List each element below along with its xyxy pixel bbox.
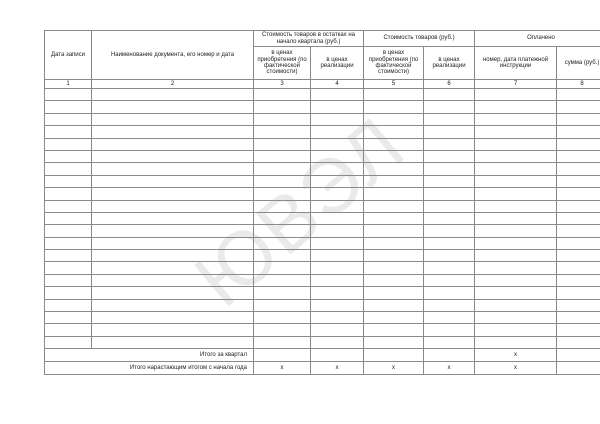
- table-cell[interactable]: [557, 188, 600, 200]
- table-cell[interactable]: [92, 287, 254, 299]
- total-cell[interactable]: [254, 349, 311, 362]
- table-cell[interactable]: [92, 324, 254, 336]
- table-row: [45, 312, 600, 324]
- table-cell[interactable]: [254, 287, 311, 299]
- total-cell: x: [424, 362, 475, 375]
- table-cell[interactable]: [475, 250, 557, 262]
- table-cell[interactable]: [45, 225, 92, 237]
- table-cell[interactable]: [364, 113, 424, 125]
- table-cell[interactable]: [92, 175, 254, 187]
- table-cell[interactable]: [475, 287, 557, 299]
- header-group-paid: Оплачено: [475, 31, 600, 47]
- table-cell[interactable]: [364, 126, 424, 138]
- table-cell[interactable]: [311, 250, 364, 262]
- table-cell[interactable]: [92, 299, 254, 311]
- table-cell[interactable]: [364, 336, 424, 348]
- table-cell[interactable]: [311, 138, 364, 150]
- table-cell[interactable]: [45, 175, 92, 187]
- table-row: [45, 324, 600, 336]
- table-cell[interactable]: [424, 237, 475, 249]
- total-ytd-label: Итого нарастающим итогом с начала года: [45, 362, 254, 375]
- table-cell[interactable]: [254, 101, 311, 113]
- table-cell[interactable]: [475, 262, 557, 274]
- table-cell[interactable]: [424, 163, 475, 175]
- table-row: [45, 274, 600, 286]
- table-cell[interactable]: [254, 262, 311, 274]
- table-cell[interactable]: [311, 336, 364, 348]
- table-cell[interactable]: [45, 237, 92, 249]
- header-group-goods-value: Стоимость товаров (руб.): [364, 31, 475, 47]
- table-cell[interactable]: [557, 237, 600, 249]
- table-cell[interactable]: [475, 188, 557, 200]
- table-row: [45, 175, 600, 187]
- table-cell[interactable]: [557, 262, 600, 274]
- table-cell[interactable]: [475, 101, 557, 113]
- table-cell[interactable]: [311, 126, 364, 138]
- column-number: 7: [475, 80, 557, 89]
- table-cell[interactable]: [475, 113, 557, 125]
- total-ytd-row: [45, 362, 600, 375]
- table-cell[interactable]: [311, 212, 364, 224]
- table-cell[interactable]: [254, 225, 311, 237]
- total-cell[interactable]: [364, 349, 424, 362]
- table-cell[interactable]: [364, 262, 424, 274]
- table-cell[interactable]: [45, 212, 92, 224]
- table-row: [45, 225, 600, 237]
- table-cell[interactable]: [45, 150, 92, 162]
- table-cell[interactable]: [424, 250, 475, 262]
- table-cell[interactable]: [92, 163, 254, 175]
- table-cell[interactable]: [424, 175, 475, 187]
- table-cell[interactable]: [92, 225, 254, 237]
- table-row: [45, 336, 600, 348]
- table-cell[interactable]: [424, 89, 475, 101]
- table-cell[interactable]: [45, 200, 92, 212]
- table-row: [45, 89, 600, 101]
- table-cell[interactable]: [254, 150, 311, 162]
- table-cell[interactable]: [424, 312, 475, 324]
- header-sale-price-2: в ценах реализации: [424, 47, 475, 80]
- table-row: [45, 200, 600, 212]
- table-cell[interactable]: [92, 336, 254, 348]
- table-cell[interactable]: [364, 274, 424, 286]
- total-cell: x: [364, 362, 424, 375]
- table-cell[interactable]: [364, 212, 424, 224]
- ledger-body: [45, 89, 600, 349]
- table-cell[interactable]: [92, 113, 254, 125]
- table-row: [45, 138, 600, 150]
- table-row: [45, 287, 600, 299]
- table-cell[interactable]: [364, 89, 424, 101]
- column-number: 8: [557, 80, 600, 89]
- table-cell[interactable]: [364, 138, 424, 150]
- table-cell[interactable]: [45, 287, 92, 299]
- table-row: [45, 163, 600, 175]
- table-cell[interactable]: [557, 287, 600, 299]
- table-cell[interactable]: [424, 287, 475, 299]
- table-cell[interactable]: [45, 89, 92, 101]
- table-cell[interactable]: [45, 274, 92, 286]
- table-cell[interactable]: [475, 89, 557, 101]
- table-cell[interactable]: [92, 274, 254, 286]
- table-cell[interactable]: [475, 212, 557, 224]
- column-number: 2: [92, 80, 254, 89]
- table-cell[interactable]: [254, 200, 311, 212]
- table-cell[interactable]: [311, 200, 364, 212]
- table-cell[interactable]: [364, 299, 424, 311]
- table-cell[interactable]: [557, 150, 600, 162]
- table-cell[interactable]: [45, 312, 92, 324]
- table-row: [45, 101, 600, 113]
- table-cell[interactable]: [557, 312, 600, 324]
- table-cell[interactable]: [92, 138, 254, 150]
- total-cell: x: [475, 362, 557, 375]
- table-cell[interactable]: [557, 89, 600, 101]
- total-cell: x: [254, 362, 311, 375]
- header-payment-order: номер, дата платежной инструкции: [475, 47, 557, 80]
- table-cell[interactable]: [311, 175, 364, 187]
- table-cell[interactable]: [424, 299, 475, 311]
- table-cell[interactable]: [557, 225, 600, 237]
- table-cell[interactable]: [45, 262, 92, 274]
- table-cell[interactable]: [45, 126, 92, 138]
- table-cell[interactable]: [311, 324, 364, 336]
- table-cell[interactable]: [364, 101, 424, 113]
- table-cell[interactable]: [254, 126, 311, 138]
- table-cell[interactable]: [254, 175, 311, 187]
- table-cell[interactable]: [311, 274, 364, 286]
- table-cell[interactable]: [254, 299, 311, 311]
- header-purchase-price-2: в ценах приобретения (по фактической стоимости): [364, 47, 424, 80]
- table-cell[interactable]: [254, 324, 311, 336]
- column-number: 6: [424, 80, 475, 89]
- table-cell[interactable]: [557, 212, 600, 224]
- table-cell[interactable]: [475, 312, 557, 324]
- column-number: 4: [311, 80, 364, 89]
- table-row: [45, 262, 600, 274]
- table-row: [45, 113, 600, 125]
- table-cell[interactable]: [311, 237, 364, 249]
- table-cell[interactable]: [254, 163, 311, 175]
- table-cell[interactable]: [475, 150, 557, 162]
- table-row: [45, 212, 600, 224]
- table-cell[interactable]: [92, 250, 254, 262]
- table-cell[interactable]: [254, 113, 311, 125]
- table-cell[interactable]: [557, 126, 600, 138]
- table-cell[interactable]: [311, 225, 364, 237]
- table-cell[interactable]: [424, 336, 475, 348]
- column-number-row: [45, 80, 600, 89]
- table-cell[interactable]: [475, 126, 557, 138]
- table-cell[interactable]: [311, 287, 364, 299]
- table-cell[interactable]: [92, 200, 254, 212]
- table-cell[interactable]: [92, 237, 254, 249]
- table-row: [45, 237, 600, 249]
- total-quarter-row: [45, 349, 600, 362]
- table-cell[interactable]: [557, 138, 600, 150]
- table-row: [45, 188, 600, 200]
- total-cell: x: [311, 362, 364, 375]
- table-cell[interactable]: [311, 262, 364, 274]
- table-cell[interactable]: [254, 250, 311, 262]
- table-cell[interactable]: [45, 250, 92, 262]
- table-cell[interactable]: [311, 312, 364, 324]
- table-cell[interactable]: [45, 324, 92, 336]
- ledger-table: [44, 30, 600, 375]
- header-sale-price: в ценах реализации: [311, 47, 364, 80]
- table-cell[interactable]: [557, 299, 600, 311]
- table-cell[interactable]: [45, 163, 92, 175]
- table-cell[interactable]: [557, 274, 600, 286]
- table-cell[interactable]: [45, 101, 92, 113]
- table-cell[interactable]: [311, 150, 364, 162]
- table-row: [45, 250, 600, 262]
- table-cell[interactable]: [92, 89, 254, 101]
- table-cell[interactable]: [254, 212, 311, 224]
- table-cell[interactable]: [254, 336, 311, 348]
- total-cell[interactable]: [557, 362, 600, 375]
- table-cell[interactable]: [475, 225, 557, 237]
- table-cell[interactable]: [424, 262, 475, 274]
- table-cell[interactable]: [475, 324, 557, 336]
- total-cell[interactable]: [424, 349, 475, 362]
- table-cell[interactable]: [254, 312, 311, 324]
- table-cell[interactable]: [364, 312, 424, 324]
- table-cell[interactable]: [424, 188, 475, 200]
- total-cell[interactable]: [311, 349, 364, 362]
- table-cell[interactable]: [254, 138, 311, 150]
- table-cell[interactable]: [424, 126, 475, 138]
- table-cell[interactable]: [424, 200, 475, 212]
- table-cell[interactable]: [557, 250, 600, 262]
- table-cell[interactable]: [364, 200, 424, 212]
- table-cell[interactable]: [45, 299, 92, 311]
- table-cell[interactable]: [364, 324, 424, 336]
- watermark: ЮВЭЛ: [178, 99, 422, 324]
- table-cell[interactable]: [424, 324, 475, 336]
- table-cell[interactable]: [424, 113, 475, 125]
- table-cell[interactable]: [557, 175, 600, 187]
- table-cell[interactable]: [424, 212, 475, 224]
- table-cell[interactable]: [45, 336, 92, 348]
- table-row: [45, 150, 600, 162]
- header-amount: сумма (руб.): [557, 47, 600, 80]
- table-cell[interactable]: [424, 138, 475, 150]
- table-cell[interactable]: [557, 163, 600, 175]
- table-cell[interactable]: [557, 101, 600, 113]
- table-cell[interactable]: [475, 163, 557, 175]
- table-cell[interactable]: [45, 188, 92, 200]
- table-cell[interactable]: [311, 89, 364, 101]
- table-cell[interactable]: [92, 150, 254, 162]
- table-cell[interactable]: [364, 225, 424, 237]
- table-cell[interactable]: [424, 150, 475, 162]
- table-cell[interactable]: [364, 175, 424, 187]
- table-cell[interactable]: [92, 312, 254, 324]
- table-cell[interactable]: [92, 262, 254, 274]
- table-cell[interactable]: [475, 336, 557, 348]
- table-cell[interactable]: [557, 324, 600, 336]
- table-cell[interactable]: [364, 237, 424, 249]
- table-cell[interactable]: [254, 274, 311, 286]
- table-cell[interactable]: [364, 287, 424, 299]
- total-quarter-label: Итого за квартал: [45, 349, 254, 362]
- table-cell[interactable]: [475, 299, 557, 311]
- table-cell[interactable]: [92, 212, 254, 224]
- table-cell[interactable]: [45, 138, 92, 150]
- table-cell[interactable]: [424, 101, 475, 113]
- column-number: 3: [254, 80, 311, 89]
- table-cell[interactable]: [424, 274, 475, 286]
- table-cell[interactable]: [92, 126, 254, 138]
- table-cell[interactable]: [45, 113, 92, 125]
- table-cell[interactable]: [557, 336, 600, 348]
- header-document: Наименование документа, его номер и дата: [92, 31, 254, 80]
- header-group-start-stock: Стоимость товаров в остатках на начало квартала (руб.): [254, 31, 364, 47]
- header-date: Дата записи: [45, 31, 92, 80]
- table-cell[interactable]: [475, 274, 557, 286]
- table-cell[interactable]: [92, 188, 254, 200]
- total-cell: x: [475, 349, 557, 362]
- table-cell[interactable]: [364, 163, 424, 175]
- table-cell[interactable]: [475, 200, 557, 212]
- table-cell[interactable]: [311, 299, 364, 311]
- table-cell[interactable]: [475, 175, 557, 187]
- table-cell[interactable]: [311, 188, 364, 200]
- table-cell[interactable]: [364, 150, 424, 162]
- table-row: [45, 126, 600, 138]
- column-number: 1: [45, 80, 92, 89]
- table-cell[interactable]: [254, 237, 311, 249]
- table-cell[interactable]: [364, 250, 424, 262]
- table-cell[interactable]: [254, 89, 311, 101]
- table-cell[interactable]: [424, 225, 475, 237]
- table-row: [45, 299, 600, 311]
- table-cell[interactable]: [557, 113, 600, 125]
- table-cell[interactable]: [92, 101, 254, 113]
- table-cell[interactable]: [475, 237, 557, 249]
- table-cell[interactable]: [311, 163, 364, 175]
- header-purchase-price: в ценах приобретения (по фактической стоимости): [254, 47, 311, 80]
- table-cell[interactable]: [311, 113, 364, 125]
- table-cell[interactable]: [364, 188, 424, 200]
- column-number: 5: [364, 80, 424, 89]
- total-cell[interactable]: [557, 349, 600, 362]
- table-cell[interactable]: [254, 188, 311, 200]
- table-cell[interactable]: [311, 101, 364, 113]
- table-cell[interactable]: [475, 138, 557, 150]
- table-cell[interactable]: [557, 200, 600, 212]
